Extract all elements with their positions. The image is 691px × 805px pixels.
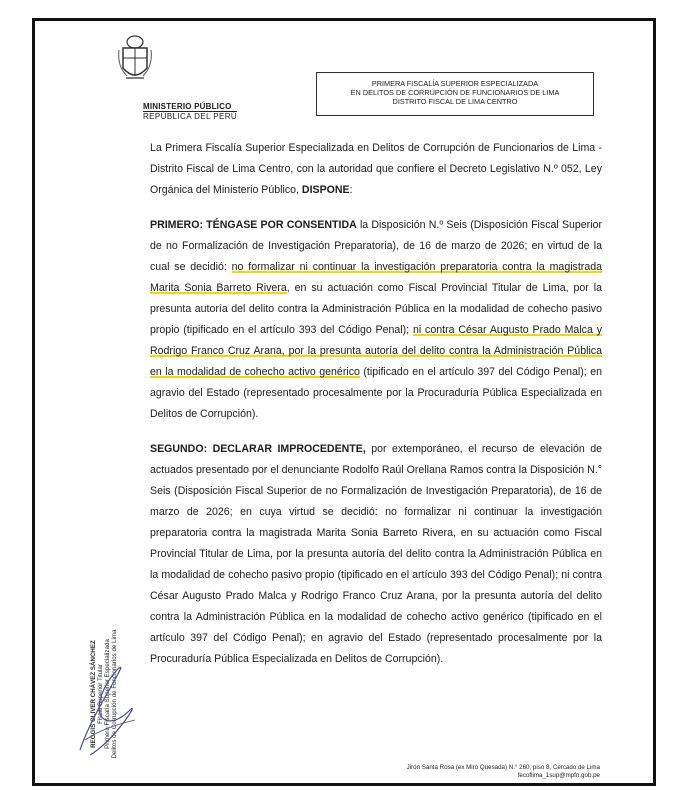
- office-header-box: [316, 72, 594, 116]
- primero-highlight-1: no formalizar ni continuar la investigación preparatoria contra la magistrada Marita Sonia Barreto Rivera: [150, 261, 603, 294]
- footer-address: Jirón Santa Rosa (ex Miró Quesada) N.° 260, piso 8, Cercado de Lima: [406, 764, 600, 771]
- stamp-title: Fiscal Superior Titular: [97, 664, 104, 724]
- stamp-name: REGGIS OLIVER CHÁVEZ SÁNCHEZ: [90, 640, 97, 748]
- primero-paragraph: [150, 215, 602, 425]
- stamp-office-1: Primera Fiscalía Superior Especializada: [104, 639, 111, 749]
- signature-icon: [70, 660, 150, 760]
- ministry-name: MINISTERIO PÚBLICO: [143, 102, 232, 111]
- office-line-1: PRIMERA FISCALÍA SUPERIOR ESPECIALIZADA: [371, 79, 539, 88]
- country-name: REPÚBLICA DEL PERÚ: [143, 112, 238, 121]
- document-body: [150, 138, 602, 684]
- intro-keyword: DISPONE: [301, 184, 350, 196]
- segundo-heading: SEGUNDO: DECLARAR IMPROCEDENTE,: [150, 443, 366, 455]
- ministry-name-block: [143, 102, 237, 121]
- intro-text: La Primera Fiscalía Superior Especializada en Delitos de Corrupción de Funcionarios de Lima - Distrito Fiscal de Lima Centro, con la autoridad que confiere el Decreto Legislativo N.º 052, Ley Orgánica del Ministerio Público,: [150, 142, 602, 196]
- intro-paragraph: [150, 138, 602, 201]
- primero-heading: PRIMERO: TÉNGASE POR CONSENTIDA: [150, 219, 357, 231]
- segundo-text: por extemporáneo, el recurso de elevación de actuados presentado por el denunciante Rodolfo Raúl Orellana Ramos contra la Disposición N.° Seis (Disposición Fiscal Superior de no Formalización de Investigación Preparatoria), de 16 de marzo de 2026; en cuya virtud se decidió: no formalizar ni continuar la investigación preparatoria contra la magistrada Marita Sonia Barreto Rivera, en su actuación como Fiscal Provincial Titular de Lima, por la presunta autoría del delito contra la Administración Pública en la modalidad de cohecho pasivo propio (tipificado en el artículo 393 del Código Penal); ni contra César Augusto Prado Malca y Rodrigo Franco Cruz Arana, por la presunta autoría del delito contra la Administración Pública en la modalidad de cohecho activo genérico (tipificado en el artículo 397 del Código Penal); en agravio del Estado (representado procesalmente por la Procuraduría Pública Especializada en Delitos de Corrupción).: [150, 443, 602, 665]
- footer: [320, 764, 600, 780]
- stamp-office-2: Delitos de Corrupción de Funcionarios de Lima: [111, 629, 118, 759]
- primero-text-3: (tipificado en el artículo 397 del Código Penal); en agravio del Estado (representado procesalmente por la Procuraduría Pública Especializada en Delitos de Corrupción).: [150, 366, 602, 420]
- primero-text-2: , en su actuación como Fiscal Provincial Titular de Lima, por la presunta autoría del delito contra la Administración Pública en la modalidad de cohecho pasivo propio (tipificado en el artículo 393 del Código Penal);: [150, 282, 602, 336]
- office-line-3: DISTRITO FISCAL DE LIMA CENTRO: [392, 97, 518, 106]
- primero-highlight-2: ni contra César Augusto Prado Malca y Rodrigo Franco Cruz Arana, por la presunta autoría del delito contra la Administración Pública en la modalidad de cohecho activo genérico: [150, 324, 602, 378]
- coat-of-arms-icon: [73, 32, 173, 88]
- primero-text-1: la Disposición N.º Seis (Disposición Fiscal Superior de no Formalización de Investigación Preparatoria), de 16 de marzo de 2026; en virtud de la cual se decidió:: [150, 219, 602, 273]
- segundo-paragraph: [150, 439, 602, 670]
- office-line-2: EN DELITOS DE CORRUPCIÓN DE FUNCIONARIOS DE LIMA: [350, 88, 560, 97]
- intro-end: :: [349, 184, 353, 196]
- footer-email: fecoflima_1sup@mpfn.gob.pe: [517, 772, 600, 779]
